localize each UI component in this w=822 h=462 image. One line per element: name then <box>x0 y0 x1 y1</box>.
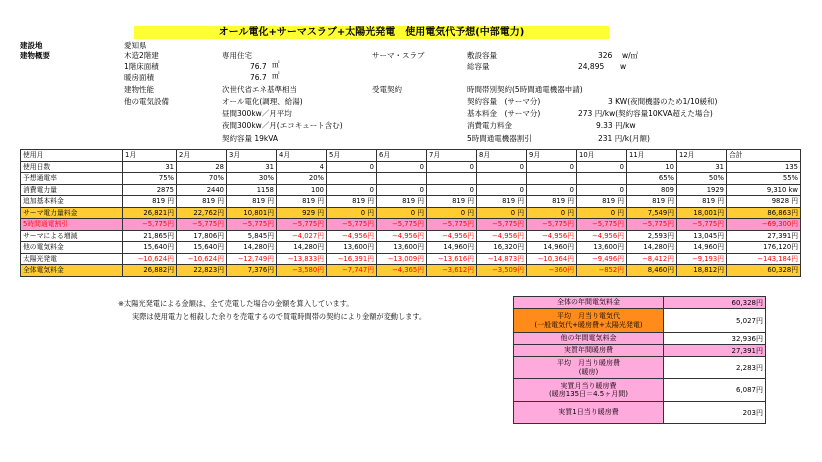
header-cell-month: 4月 <box>277 150 327 162</box>
table-cell: −13,009円 <box>377 253 427 265</box>
row-label: 使用日数 <box>21 161 123 173</box>
table-cell: 14,280円 <box>227 242 277 254</box>
table-cell: −9,193円 <box>677 253 727 265</box>
table-cell: 0 円 <box>577 207 627 219</box>
header-cell-month: 10月 <box>577 150 627 162</box>
table-cell: 13,045円 <box>677 230 727 242</box>
table-cell: 1158 <box>227 184 277 196</box>
header-cell-month: 11月 <box>627 150 677 162</box>
table-cell: 0 円 <box>427 207 477 219</box>
note-line-1: ※太陽光発電による金額は、全て売電した場合の金額を算入しています。 <box>118 299 354 308</box>
table-cell <box>477 173 527 185</box>
table-cell: −3,580円 <box>277 265 327 277</box>
table-cell: 819 円 <box>577 196 627 208</box>
table-cell: −5,775円 <box>527 219 577 231</box>
table-cell: 10,801円 <box>227 207 277 219</box>
perf-label: 建物性能 <box>124 85 154 94</box>
table-cell: 20% <box>277 173 327 185</box>
table-cell: 819 円 <box>627 196 677 208</box>
table-cell: −5,775円 <box>327 219 377 231</box>
consume-value: 9.33 円/kw <box>596 121 636 130</box>
table-cell: 26,882円 <box>123 265 177 277</box>
table-cell: 0 <box>377 184 427 196</box>
table-cell: 14,960円 <box>427 242 477 254</box>
table-cell: −10,624円 <box>123 253 177 265</box>
table-cell: −5,775円 <box>477 219 527 231</box>
discount-label: 5時間通電機器割引 <box>467 134 532 143</box>
table-cell: 18,812円 <box>677 265 727 277</box>
table-cell: 28 <box>177 161 227 173</box>
table-cell: 176,120円 <box>727 242 801 254</box>
table-cell: 135 <box>727 161 801 173</box>
total-capacity-value: 24,895 <box>578 62 605 71</box>
table-cell: −14,873円 <box>477 253 527 265</box>
heated-unit: ㎡ <box>272 71 280 80</box>
table-cell: 27,391円 <box>727 230 801 242</box>
table-cell: 819 円 <box>527 196 577 208</box>
summary-row <box>514 345 766 357</box>
day-label: 昼間300kw／月平均 <box>222 109 292 118</box>
table-cell: 929 円 <box>277 207 327 219</box>
header-cell-label: 使用月 <box>21 150 123 162</box>
table-cell: −5,775円 <box>677 219 727 231</box>
table-cell: 1929 <box>677 184 727 196</box>
base-fee-value: 273 円/kw(契約容量10KVA超えた場合) <box>578 109 713 118</box>
night-label: 夜間300kw／月(エコキュート含む) <box>222 121 343 130</box>
table-cell: 100 <box>277 184 327 196</box>
table-cell: 819 円 <box>477 196 527 208</box>
table-cell: −10,364円 <box>527 253 577 265</box>
table-cell: 819 円 <box>227 196 277 208</box>
table-cell: −8,412円 <box>627 253 677 265</box>
table-cell: −4,956円 <box>527 230 577 242</box>
header-cell-month: 1月 <box>123 150 177 162</box>
summary-value: 2,283円 <box>664 357 766 379</box>
floor1-unit: ㎡ <box>272 60 280 69</box>
base-fee-label: 基本料金 (サーマ分) <box>467 109 541 118</box>
table-row <box>21 253 801 265</box>
summary-value: 27,391円 <box>664 345 766 357</box>
table-cell: 809 <box>627 184 677 196</box>
site-label: 建設地 <box>20 41 43 50</box>
table-cell: 819 円 <box>277 196 327 208</box>
table-cell: 0 <box>577 184 627 196</box>
table-cell: −7,747円 <box>327 265 377 277</box>
total-capacity-unit: w <box>620 62 627 71</box>
discount-value: 231 円/k(月額) <box>598 134 650 143</box>
perf-value: 次世代省エネ基準相当 <box>222 85 297 94</box>
table-cell: 819 円 <box>677 196 727 208</box>
row-label: サーマによる増減 <box>21 230 123 242</box>
table-cell: −5,775円 <box>277 219 327 231</box>
table-cell: 14,280円 <box>277 242 327 254</box>
table-cell: −4,027円 <box>277 230 327 242</box>
contract-value: 時間帯別契約(5時間通電機器申請) <box>467 85 583 94</box>
row-label: サーマ電力量料金 <box>21 207 123 219</box>
row-label: 予想通電率 <box>21 173 123 185</box>
table-row <box>21 230 801 242</box>
table-cell: 0 <box>477 161 527 173</box>
floor1-label: 1階床面積 <box>124 62 159 71</box>
table-cell: 9828 円 <box>727 196 801 208</box>
table-cell: 2875 <box>123 184 177 196</box>
summary-label: 実質年間暖房費 <box>514 345 664 357</box>
row-label: 太陽光発電 <box>21 253 123 265</box>
heated-label: 暖房面積 <box>124 73 154 82</box>
summary-label: 全体の年間電気料金 <box>514 297 664 309</box>
header-cell-month: 6月 <box>377 150 427 162</box>
table-cell: 0 <box>527 184 577 196</box>
table-cell: 819 円 <box>327 196 377 208</box>
table-row <box>21 184 801 196</box>
table-row <box>21 242 801 254</box>
table-cell: 0 <box>527 161 577 173</box>
row-label: 消費電力量 <box>21 184 123 196</box>
summary-row <box>514 357 766 379</box>
table-cell: 819 円 <box>177 196 227 208</box>
table-cell: 17,806円 <box>177 230 227 242</box>
table-cell: 0 円 <box>377 207 427 219</box>
table-cell: −4,956円 <box>427 230 477 242</box>
table-cell: −16,391円 <box>327 253 377 265</box>
table-cell: 31 <box>677 161 727 173</box>
table-cell: 7,549円 <box>627 207 677 219</box>
heated-value: 76.7 <box>250 73 267 82</box>
table-cell: 55% <box>727 173 801 185</box>
table-cell: 14,960円 <box>527 242 577 254</box>
row-label: 全体電気料金 <box>21 265 123 277</box>
table-cell: 0 <box>327 184 377 196</box>
table-cell: −5,775円 <box>427 219 477 231</box>
summary-value: 203円 <box>664 402 766 424</box>
total-capacity-label: 総容量 <box>467 62 490 71</box>
header-cell-month: 7月 <box>427 150 477 162</box>
table-row <box>21 207 801 219</box>
table-cell: 4 <box>277 161 327 173</box>
other-label: 他の電気設備 <box>124 97 169 106</box>
laid-capacity-label: 敷設容量 <box>467 51 497 60</box>
table-cell: 70% <box>177 173 227 185</box>
table-cell: −5,775円 <box>123 219 177 231</box>
table-cell: 819 円 <box>123 196 177 208</box>
table-row <box>21 219 801 231</box>
table-cell: 2440 <box>177 184 227 196</box>
table-cell: −3,509円 <box>477 265 527 277</box>
table-cell: 5,845円 <box>227 230 277 242</box>
summary-label: 実質1日当り暖房費 <box>514 402 664 424</box>
table-cell <box>577 173 627 185</box>
summary-label: 他の年間電気料金 <box>514 333 664 345</box>
table-cell <box>527 173 577 185</box>
thermaslab-label: サーマ・スラブ <box>372 51 425 60</box>
contract-label: 受電契約 <box>372 85 402 94</box>
summary-value: 5,027円 <box>664 309 766 333</box>
table-cell <box>377 173 427 185</box>
table-cell: 65% <box>627 173 677 185</box>
summary-row <box>514 297 766 309</box>
table-cell: 0 <box>377 161 427 173</box>
table-cell: 0 <box>577 161 627 173</box>
table-cell: −4,956円 <box>477 230 527 242</box>
other-value: オール電化(調理、給湯) <box>222 97 303 106</box>
table-cell: −5,775円 <box>377 219 427 231</box>
laid-capacity-unit: w/㎡ <box>622 51 639 60</box>
header-cell-month: 2月 <box>177 150 227 162</box>
table-cell: −69,300円 <box>727 219 801 231</box>
structure-value: 木造2階建 <box>124 51 159 60</box>
table-cell: 60,328円 <box>727 265 801 277</box>
table-cell: −3,612円 <box>427 265 477 277</box>
table-cell: 75% <box>123 173 177 185</box>
table-cell: 9,310 kw <box>727 184 801 196</box>
table-cell: −5,775円 <box>577 219 627 231</box>
table-cell: 15,640円 <box>123 242 177 254</box>
table-cell: 22,762円 <box>177 207 227 219</box>
table-cell: 8,460円 <box>627 265 677 277</box>
table-row <box>21 265 801 277</box>
table-cell: 31 <box>123 161 177 173</box>
table-cell: 0 円 <box>477 207 527 219</box>
contract-cap-label: 契約容量 (サーマ分) <box>467 97 541 106</box>
row-label: 他の電気料金 <box>21 242 123 254</box>
table-cell <box>327 173 377 185</box>
use-value: 専用住宅 <box>222 51 252 60</box>
table-cell: 31 <box>227 161 277 173</box>
table-cell: 0 円 <box>527 207 577 219</box>
table-cell: 26,821円 <box>123 207 177 219</box>
table-cell: 21,865円 <box>123 230 177 242</box>
note-line-2: 実際は使用電力と相殺した余りを売電するので買電時間帯の契約により金額が変動します。 <box>132 312 427 321</box>
table-cell: 30% <box>227 173 277 185</box>
summary-row <box>514 402 766 424</box>
table-cell: 15,640円 <box>177 242 227 254</box>
table-cell: −13,616円 <box>427 253 477 265</box>
table-cell: 0 <box>427 161 477 173</box>
monthly-table <box>20 149 801 277</box>
table-cell: −10,624円 <box>177 253 227 265</box>
table-cell: −4,956円 <box>327 230 377 242</box>
summary-value: 60,328円 <box>664 297 766 309</box>
header-cell-month: 3月 <box>227 150 277 162</box>
table-row <box>21 161 801 173</box>
site-value: 愛知県 <box>124 41 147 50</box>
header-cell-month: 12月 <box>677 150 727 162</box>
summary-label: 平均 月当り暖房費 (暖房) <box>514 357 664 379</box>
table-cell: −852円 <box>577 265 627 277</box>
summary-row <box>514 379 766 402</box>
table-cell: 819 円 <box>377 196 427 208</box>
table-cell: 0 円 <box>327 207 377 219</box>
contract-cap-value: 3 KW(夜間機器のため1/10緩和) <box>608 97 718 106</box>
header-cell-month: 9月 <box>527 150 577 162</box>
table-cell: −4,956円 <box>377 230 427 242</box>
summary-value: 6,087円 <box>664 379 766 402</box>
table-cell: −12,749円 <box>227 253 277 265</box>
table-header-row <box>21 150 801 162</box>
summary-label: 平均 月当り電気代 (一般電気代+暖房費+太陽光発電) <box>514 309 664 333</box>
table-cell: 13,600円 <box>377 242 427 254</box>
table-row <box>21 173 801 185</box>
table-cell: −4,956円 <box>577 230 627 242</box>
consume-label: 消費電力料金 <box>467 121 512 130</box>
table-cell <box>427 173 477 185</box>
table-cell: −5,775円 <box>227 219 277 231</box>
table-cell: 86,863円 <box>727 207 801 219</box>
cap2-label: 契約容量 19kVA <box>222 134 279 143</box>
table-cell: −5,775円 <box>627 219 677 231</box>
table-cell: −5,775円 <box>177 219 227 231</box>
table-cell: 0 <box>327 161 377 173</box>
summary-table <box>513 296 766 424</box>
table-cell: 10 <box>627 161 677 173</box>
row-label: 追加基本料金 <box>21 196 123 208</box>
summary-row <box>514 333 766 345</box>
table-cell: 819 円 <box>427 196 477 208</box>
summary-row <box>514 309 766 333</box>
table-cell: 0 <box>427 184 477 196</box>
table-cell: 13,600円 <box>577 242 627 254</box>
summary-value: 32,936円 <box>664 333 766 345</box>
table-cell: 2,593円 <box>627 230 677 242</box>
table-cell: 18,001円 <box>677 207 727 219</box>
page-title: オール電化+サーマスラブ+太陽光発電 使用電気代予想(中部電力) <box>134 26 609 39</box>
table-cell: −13,833円 <box>277 253 327 265</box>
table-cell: 13,600円 <box>327 242 377 254</box>
table-cell: 7,376円 <box>227 265 277 277</box>
header-cell-month: 合計 <box>727 150 801 162</box>
floor1-value: 76.7 <box>250 62 267 71</box>
summary-label: 実質月当り暖房費 (暖房135日＝4.5ヶ月間) <box>514 379 664 402</box>
table-cell: 22,823円 <box>177 265 227 277</box>
header-cell-month: 8月 <box>477 150 527 162</box>
table-cell: −143,184円 <box>727 253 801 265</box>
laid-capacity-value: 326 <box>598 51 613 60</box>
table-cell: 0 <box>477 184 527 196</box>
table-cell: −360円 <box>527 265 577 277</box>
table-row <box>21 196 801 208</box>
table-cell: 16,320円 <box>477 242 527 254</box>
building-label: 建物概要 <box>20 51 50 60</box>
table-cell: 50% <box>677 173 727 185</box>
table-cell: −4,365円 <box>377 265 427 277</box>
table-cell: 14,960円 <box>677 242 727 254</box>
table-cell: 14,280円 <box>627 242 677 254</box>
header-cell-month: 5月 <box>327 150 377 162</box>
table-cell: −9,496円 <box>577 253 627 265</box>
row-label: 5時間通電割引 <box>21 219 123 231</box>
